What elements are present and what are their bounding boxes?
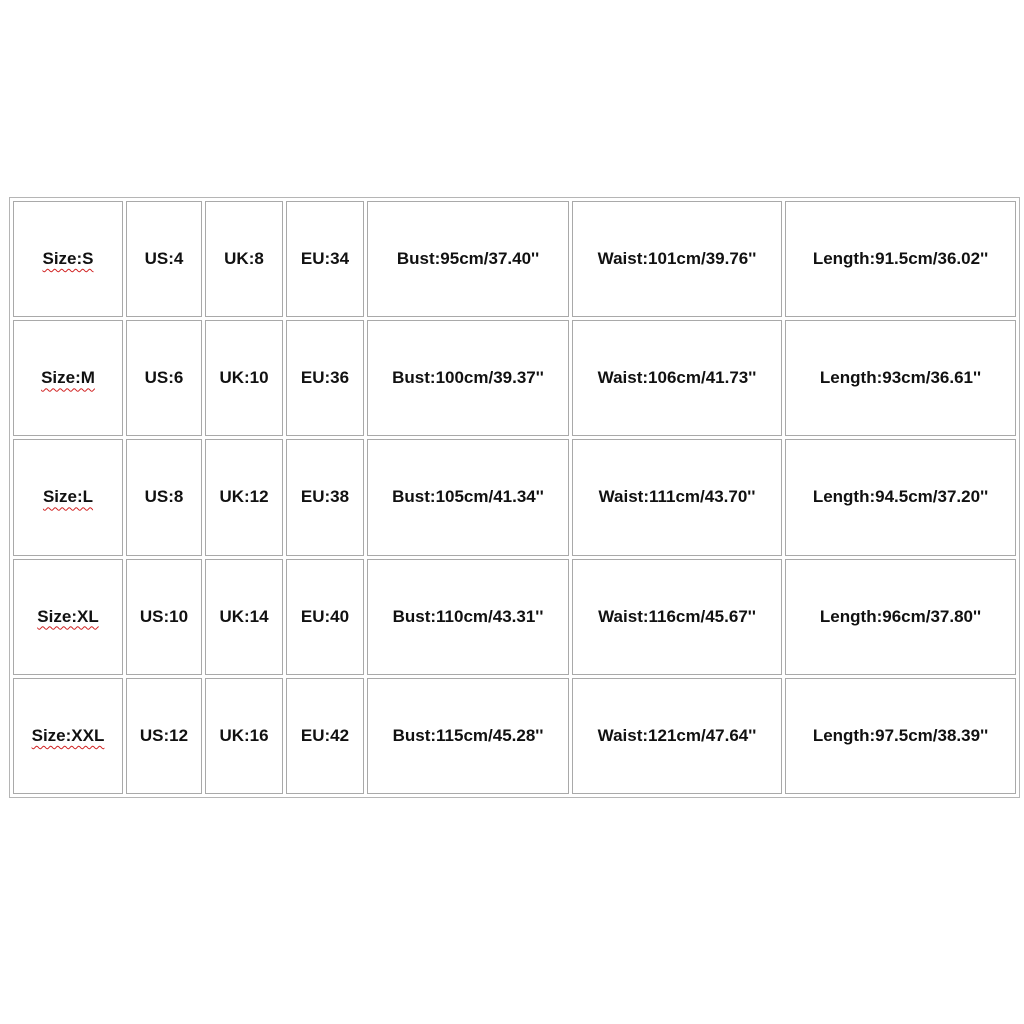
- waist-cell: Waist:116cm/45.67'': [572, 559, 782, 675]
- waist-cell: Waist:121cm/47.64'': [572, 678, 782, 794]
- size-cell: [13, 678, 123, 794]
- us-size-cell: US:12: [126, 678, 202, 794]
- table-row: [13, 201, 1016, 317]
- eu-size-cell: EU:42: [286, 678, 364, 794]
- eu-size-cell: EU:36: [286, 320, 364, 436]
- uk-size-cell: UK:14: [205, 559, 283, 675]
- size-label: Size:XXL: [31, 725, 105, 745]
- length-cell: Length:96cm/37.80'': [785, 559, 1016, 675]
- length-cell: Length:94.5cm/37.20'': [785, 439, 1016, 555]
- table-row: [13, 678, 1016, 794]
- size-cell: [13, 559, 123, 675]
- waist-cell: Waist:101cm/39.76'': [572, 201, 782, 317]
- uk-size-cell: UK:16: [205, 678, 283, 794]
- bust-cell: Bust:95cm/37.40'': [367, 201, 569, 317]
- size-cell: [13, 320, 123, 436]
- size-label: Size:XL: [37, 606, 99, 626]
- size-cell: [13, 201, 123, 317]
- uk-size-cell: UK:12: [205, 439, 283, 555]
- waist-cell: Waist:106cm/41.73'': [572, 320, 782, 436]
- us-size-cell: US:4: [126, 201, 202, 317]
- size-chart-table: [9, 197, 1020, 798]
- uk-size-cell: UK:10: [205, 320, 283, 436]
- table-row: [13, 559, 1016, 675]
- size-cell: [13, 439, 123, 555]
- bust-cell: Bust:105cm/41.34'': [367, 439, 569, 555]
- length-cell: Length:97.5cm/38.39'': [785, 678, 1016, 794]
- bust-cell: Bust:115cm/45.28'': [367, 678, 569, 794]
- table-row: [13, 320, 1016, 436]
- length-cell: Length:93cm/36.61'': [785, 320, 1016, 436]
- us-size-cell: US:8: [126, 439, 202, 555]
- uk-size-cell: UK:8: [205, 201, 283, 317]
- eu-size-cell: EU:38: [286, 439, 364, 555]
- us-size-cell: US:6: [126, 320, 202, 436]
- bust-cell: Bust:110cm/43.31'': [367, 559, 569, 675]
- us-size-cell: US:10: [126, 559, 202, 675]
- eu-size-cell: EU:40: [286, 559, 364, 675]
- size-label: Size:S: [42, 249, 94, 269]
- size-label: Size:L: [42, 487, 94, 507]
- bust-cell: Bust:100cm/39.37'': [367, 320, 569, 436]
- size-label: Size:M: [41, 368, 95, 388]
- waist-cell: Waist:111cm/43.70'': [572, 439, 782, 555]
- table-row: [13, 439, 1016, 555]
- eu-size-cell: EU:34: [286, 201, 364, 317]
- length-cell: Length:91.5cm/36.02'': [785, 201, 1016, 317]
